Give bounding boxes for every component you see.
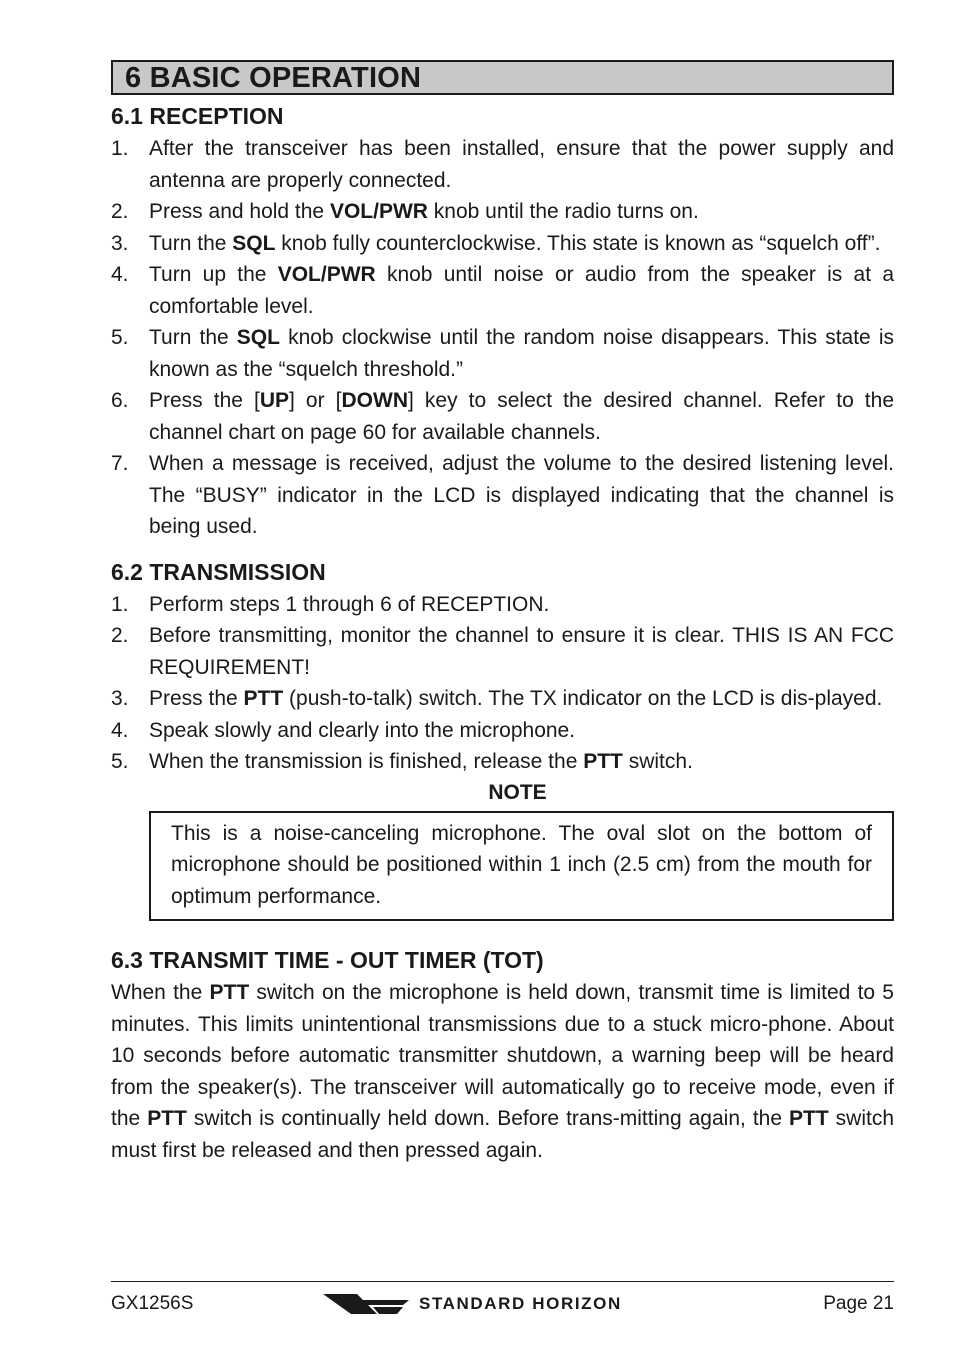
text-run: After the transceiver has been installed, ensure that the power supply and antenna are properly connected. [149,137,894,192]
text-run: Press the [149,687,244,710]
list-item [111,385,894,448]
step-number: 3. [111,231,129,255]
text-run: switch on the microphone is held down, transmit time is limited to 5 minutes. This limits unintentional transmissions due to a stuck micro-phone. About 10 seconds before automatic transmitter shutdown, a warning beep will be heard from the speaker(s). The transceiver will automatically go to receive mode, even if the [111,981,894,1130]
text-run: knob until the radio turns on. [427,200,699,223]
list-item [111,620,894,683]
step-number: 1. [111,592,129,616]
tot-paragraph [111,977,894,1166]
text-run: When a message is received, adjust the volume to the desired listening level. The “BUSY” indicator in the LCD is displayed indicating that the channel is being used. [149,452,894,538]
text-run: Turn the [149,231,233,255]
transmission-steps-list [111,589,894,778]
text-run: Press the [ [149,389,260,412]
text-run: (push-to-talk) switch. The TX indicator on the LCD is dis-played. [283,687,883,710]
footer-model: GX1256S [111,1293,194,1314]
step-number: 2. [111,200,129,223]
footer-page-number: Page 21 [823,1293,894,1314]
text-run: ] key to select the desired channel. Refer to the channel chart on page 60 for available channels. [149,389,895,444]
standard-horizon-logo-icon [323,1292,409,1316]
text-run: ] or [ [289,389,342,412]
chapter-heading [111,60,894,95]
section-title-reception: 6.1 RECEPTION [111,103,284,129]
text-run: knob fully counterclockwise. This state is known as “squelch off”. [275,231,881,255]
note-box: This is a noise-canceling microphone. The oval slot on the bottom of microphone should be positioned within 1 inch (2.5 cm) from the mouth for optimum performance. [149,811,894,922]
brand-name: STANDARD HORIZON [419,1294,622,1313]
bold-term: VOL/PWR [277,263,376,286]
bold-term: PTT [209,981,250,1004]
text-run: switch. [622,750,693,773]
list-item [111,196,894,228]
list-item [111,589,894,621]
step-number: 6. [111,389,129,412]
step-number: 4. [111,718,129,742]
bold-term: VOL/PWR [329,200,428,223]
section-title-transmission: 6.2 TRANSMISSION [111,558,326,585]
bold-term: PTT [147,1107,187,1130]
bold-term: DOWN [341,389,409,412]
text-run: knob until noise or audio from the speaker is at a comfortable level. [149,263,894,318]
text-run: When the transmission is finished, release the [149,750,584,773]
footer-divider [111,1281,894,1282]
text-run: Speak slowly and clearly into the microphone. [149,718,576,742]
step-number: 2. [111,624,129,647]
manual-page [111,60,894,1166]
bold-term: PTT [243,687,284,710]
step-number: 5. [111,326,129,349]
section-title-tot: 6.3 TRANSMIT TIME - OUT TIMER (TOT) [111,947,544,973]
list-item [111,322,894,385]
bold-term: SQL [236,326,280,349]
text-run: When the [111,981,210,1004]
chapter-title: 6 BASIC OPERATION [125,62,422,94]
text-run: Turn up the [149,263,278,286]
bold-term: PTT [789,1107,829,1130]
note-title: NOTE [488,780,547,804]
text-run: Press and hold the [149,200,330,223]
list-item [111,746,894,778]
list-item [111,683,894,715]
text-run: switch must first be released and then pressed again. [111,1107,895,1162]
list-item [111,228,894,260]
step-number: 7. [111,452,129,475]
text-run: Perform steps 1 through 6 of RECEPTION. [149,592,550,616]
step-number: 1. [111,137,129,160]
text-run: knob clockwise until the random noise disappears. This state is known as the “squelch threshold.” [149,326,895,381]
text-run: Turn the [149,326,237,349]
list-item [111,133,894,196]
bold-term: PTT [583,750,623,773]
list-item [111,448,894,543]
list-item [111,259,894,322]
step-number: 3. [111,687,129,710]
bold-term: SQL [232,231,276,255]
step-number: 5. [111,750,129,773]
brand-logo [323,1290,683,1318]
reception-steps-list [111,133,894,543]
bold-term: UP [259,389,290,412]
text-run: switch is continually held down. Before trans-mitting again, the [186,1107,789,1130]
step-number: 4. [111,263,129,286]
list-item [111,715,894,747]
text-run: Before transmitting, monitor the channel to ensure it is clear. THIS IS AN FCC REQUIREMENT! [149,624,894,679]
